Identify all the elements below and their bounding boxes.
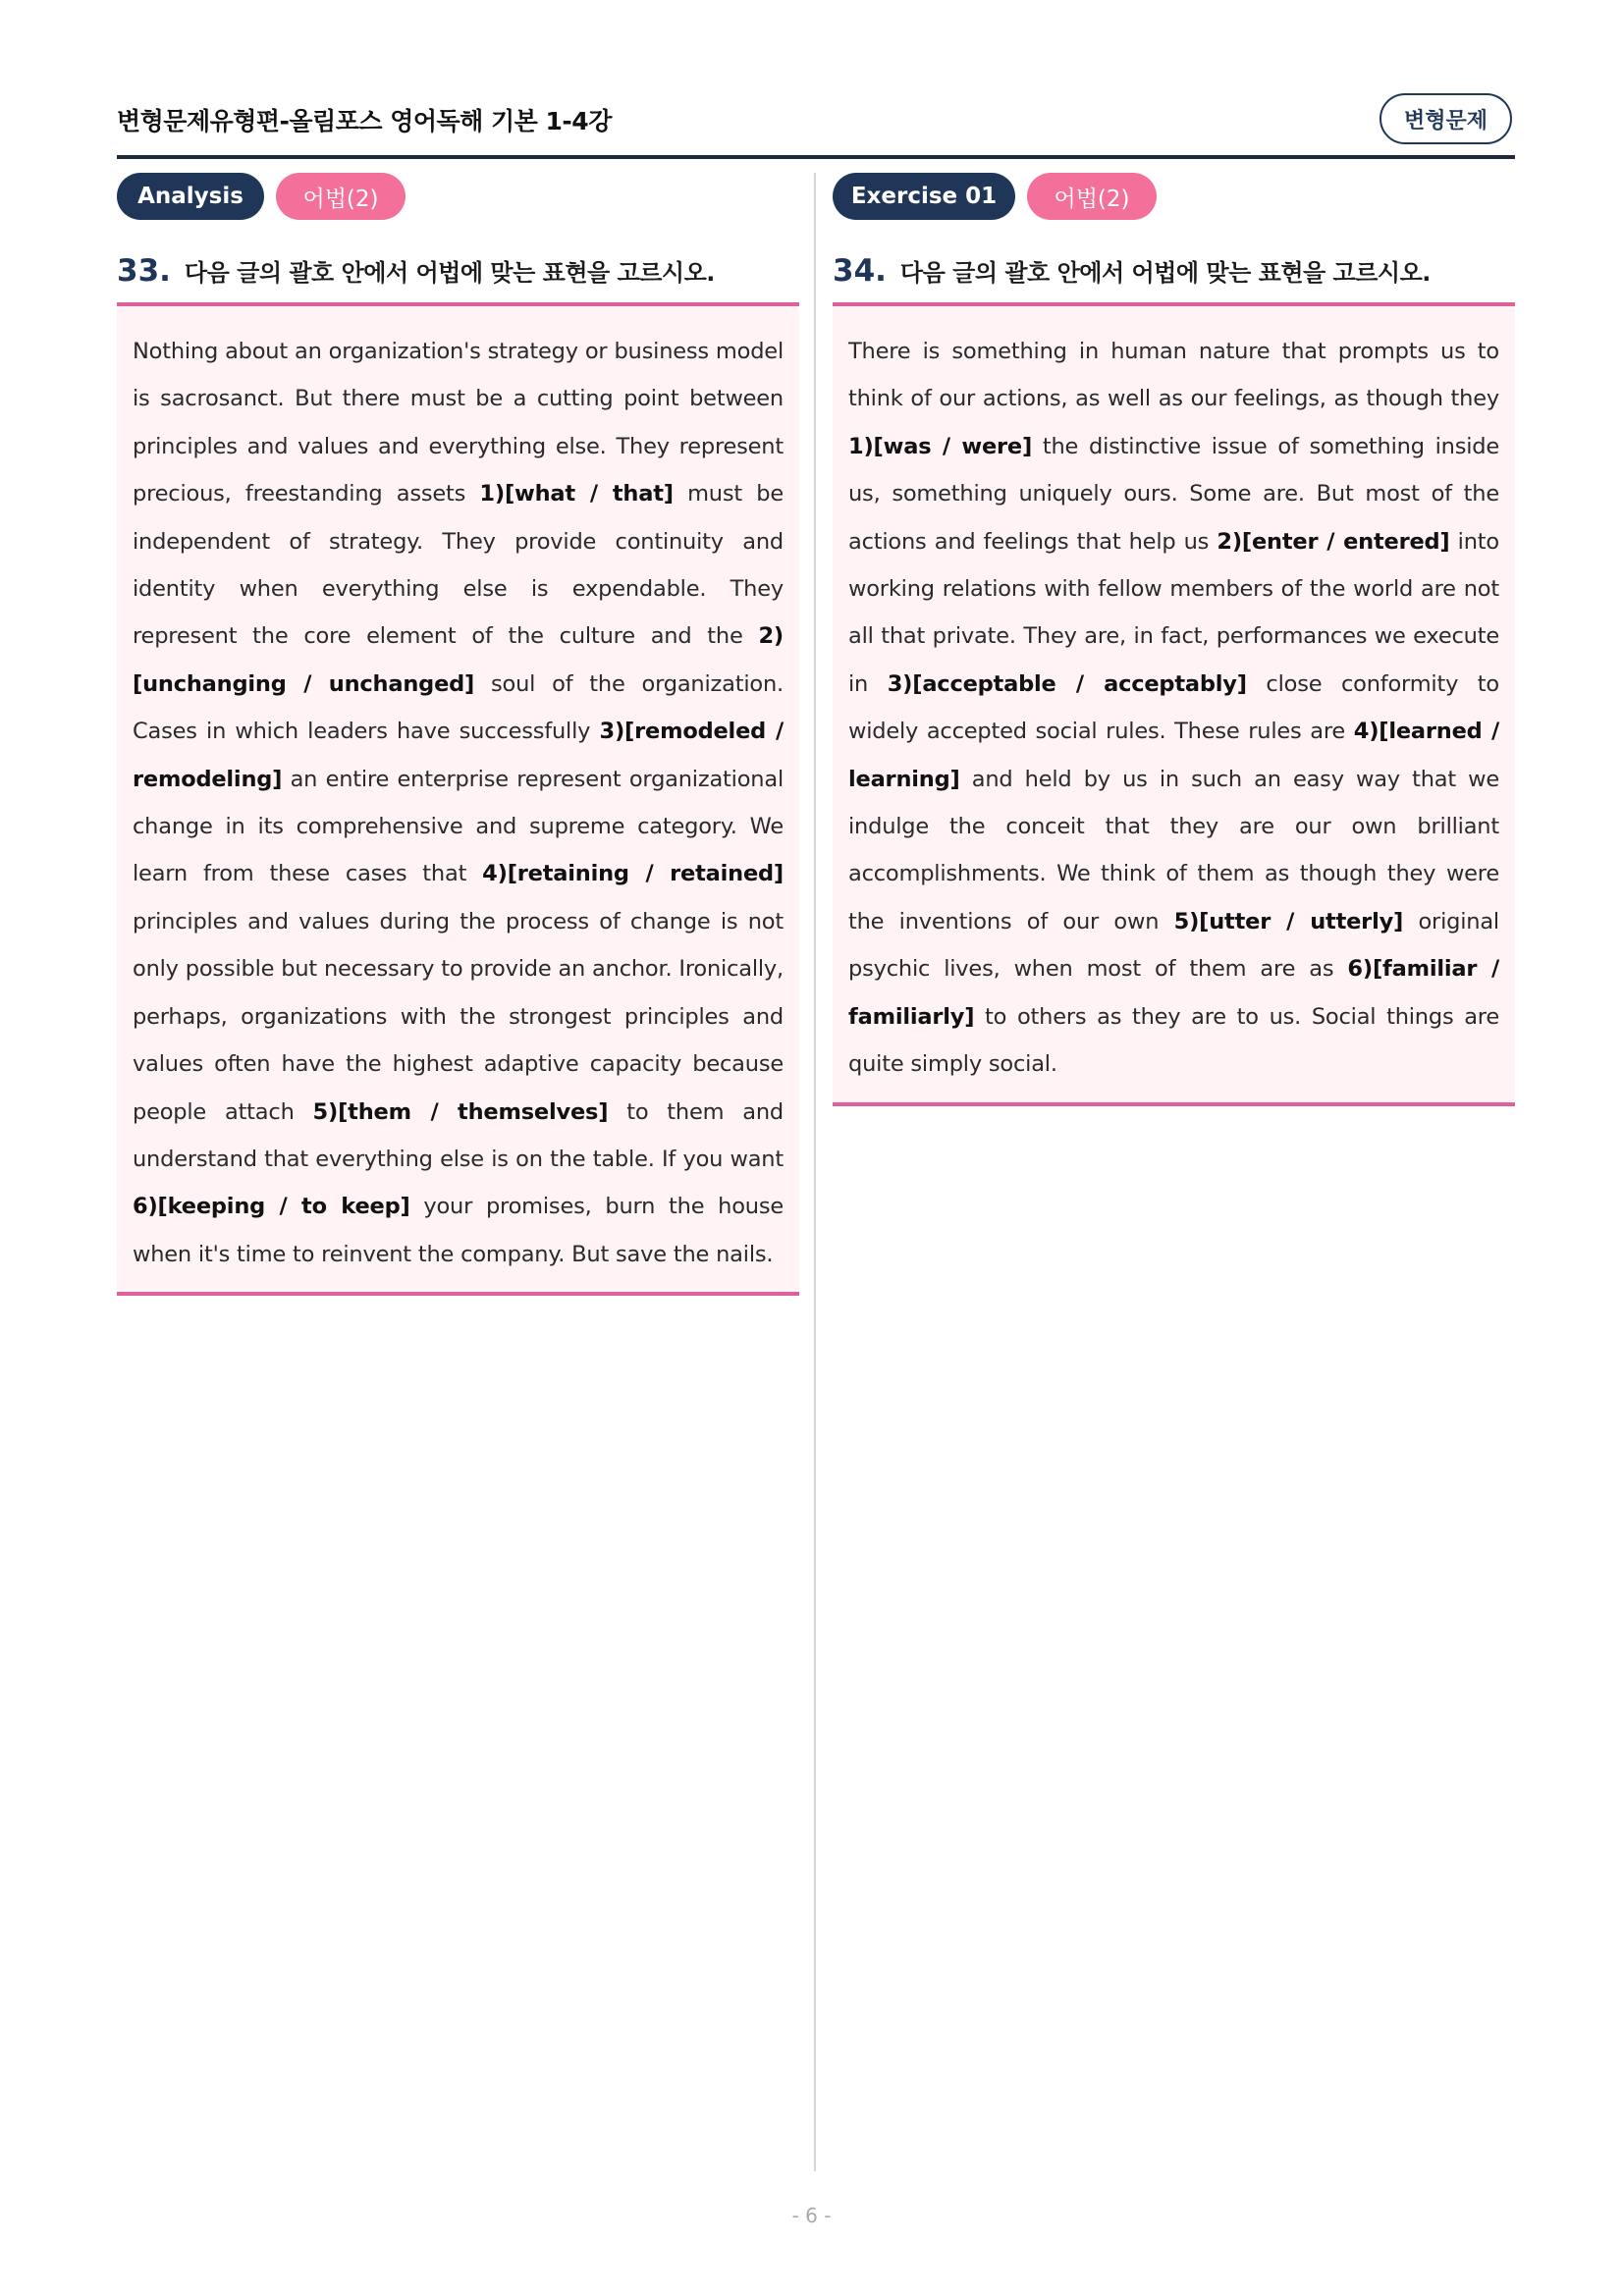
right-tags <box>833 173 1515 220</box>
answer-choice: 4)[retaining / retained] <box>482 861 784 887</box>
passage-segment: and held by us in such an easy way that we indulge the conceit that they are our own brilliant accomplishments. We think of them as though they were the inventions of our own <box>848 766 1499 934</box>
passage-text <box>833 306 1515 1102</box>
passage-segment: an entire enterprise represent organizational change in its comprehensive and supreme category. We learn from these cases that <box>133 766 784 887</box>
answer-choice: 5)[them / themselves] <box>312 1098 609 1125</box>
passage-bottom-rule <box>833 1102 1515 1106</box>
exercise-tag: Exercise 01 <box>833 173 1015 220</box>
question-number: 33. <box>117 253 171 289</box>
answer-choice: 3)[remodeled / remodeling] <box>133 719 784 792</box>
right-column <box>833 173 1515 1106</box>
passage-segment: original psychic lives, when most of them are as <box>848 908 1499 983</box>
header-rule <box>117 155 1515 159</box>
category-tag: 어법(2) <box>1027 173 1157 220</box>
passage-segment: the distinctive issue of something inside us, something uniquely ours. Some are. But most of the actions and feelings that help us <box>848 433 1499 555</box>
passage-segment: to them and understand that everything else is on the table. If you want <box>133 1098 784 1172</box>
answer-choice: 2)[unchanging / unchanged] <box>133 623 784 697</box>
left-tags <box>117 173 799 220</box>
answer-choice: 4)[learned / learning] <box>848 719 1499 792</box>
passage-segment: must be independent of strategy. They provide continuity and identity when everything else is expendable. They represent the core element of the culture and the <box>133 481 784 650</box>
answer-choice: 1)[what / that] <box>479 481 674 507</box>
question-instruction: 다음 글의 괄호 안에서 어법에 맞는 표현을 고르시오. <box>899 259 1431 287</box>
answer-choice: 2)[enter / entered] <box>1217 528 1450 555</box>
answer-choice: 5)[utter / utterly] <box>1173 908 1404 934</box>
type-badge: 변형문제 <box>1380 93 1512 144</box>
passage-segment: soul of the organization. Cases in which leaders have successfully <box>133 670 784 745</box>
question-heading <box>833 253 1515 289</box>
passage-segment: into working relations with fellow members of the world are not all that private. They are, in fact, performances we execute in <box>848 528 1499 697</box>
column-divider <box>814 173 816 2171</box>
question-number: 34. <box>833 253 887 289</box>
passage-bottom-rule <box>117 1292 799 1296</box>
answer-choice: 3)[acceptable / acceptably] <box>887 670 1247 697</box>
passage-segment: to others as they are to us. Social things are quite simply social. <box>848 1003 1499 1078</box>
passage-segment: There is something in human nature that prompts us to think of our actions, as well as our feelings, as though they <box>848 339 1499 412</box>
passage-segment: principles and values during the process of change is not only possible but necessary to provide an anchor. Ironically, perhaps, organizations with the strongest principles and values often have the highest adaptive capacity because people attach <box>133 908 784 1125</box>
page-header-title: 변형문제유형편-올림포스 영어독해 기본 1-4강 <box>117 107 612 135</box>
passage-segment: close conformity to widely accepted social rules. These rules are <box>848 670 1499 745</box>
category-tag: 어법(2) <box>276 173 406 220</box>
question-heading <box>117 253 799 289</box>
page-number: - 6 - <box>791 2204 832 2227</box>
analysis-tag: Analysis <box>117 173 264 220</box>
passage-text <box>117 306 799 1292</box>
passage-segment: your promises, burn the house when it's time to reinvent the company. But save the nails. <box>133 1194 784 1267</box>
answer-choice: 1)[was / were] <box>848 433 1033 459</box>
left-column <box>117 173 799 1296</box>
answer-choice: 6)[keeping / to keep] <box>133 1194 410 1220</box>
passage-segment: Nothing about an organization's strategy or business model is sacrosanct. But there must be a cutting point between principles and values and everything else. They represent precious, freestanding assets <box>133 339 784 507</box>
question-instruction: 다음 글의 괄호 안에서 어법에 맞는 표현을 고르시오. <box>184 259 715 287</box>
answer-choice: 6)[familiar / familiarly] <box>848 956 1499 1030</box>
